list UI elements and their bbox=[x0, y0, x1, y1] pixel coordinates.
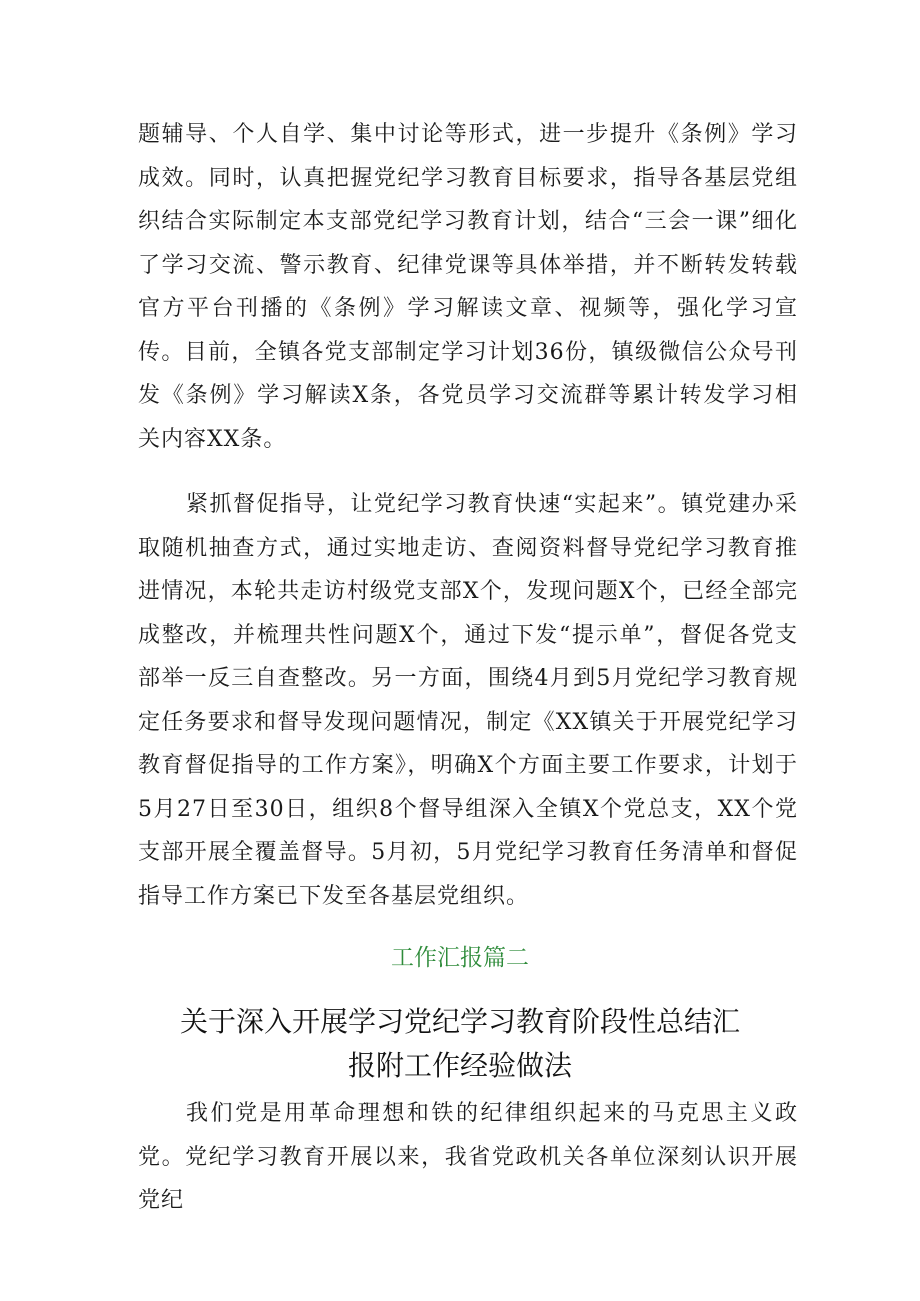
article-title-line-1: 关于深入开展学习党纪学习教育阶段性总结汇 bbox=[179, 1005, 740, 1038]
section-label: 工作汇报篇二 bbox=[391, 945, 529, 971]
article-title-line-2: 报附工作经验做法 bbox=[347, 1049, 572, 1082]
body-paragraph-intro: 我们党是用革命理想和铁的纪律组织起来的马克思主义政党。党纪学习教育开展以来，我省党政机关各单位深刻认识开展党纪 bbox=[138, 1101, 798, 1213]
body-paragraph-continued: 题辅导、个人自学、集中讨论等形式，进一步提升《条例》学习成效。同时，认真把握党纪学习教育目标要求，指导各基层党组织结合实际制定本支部党纪学习教育计划，结合“三会一课”细化了学习交流、警示教育、纪律党课等具体举措，并不断转发转载官方平台刊播的《条例》学习解读文章、视频等，强化学习宣传。目前，全镇各党支部制定学习计划36份，镇级微信公众号刊发《条例》学习解读X条，各党员学习交流群等累计转发学习相关内容XX条。 bbox=[138, 122, 798, 452]
body-paragraph-supervision: 紧抓督促指导，让党纪学习教育快速“实起来”。镇党建办采取随机抽查方式，通过实地走访、查阅资料督导党纪学习教育推进情况，本轮共走访村级党支部X个，发现问题X个，已经全部完成整改，并梳理共性问题X个，通过下发“提示单”，督促各党支部举一反三自查整改。另一方面，围绕4月到5月党纪学习教育规定任务要求和督导发现问题情况，制定《XX镇关于开展党纪学习教育督促指导的工作方案》，明确X个方面主要工作要求，计划于5月27日至30日，组织8个督导组深入全镇X个党总支，XX个党支部开展全覆盖督导。5月初，5月党纪学习教育任务清单和督促指导工作方案已下发至各基层党组织。 bbox=[138, 492, 798, 909]
article-title bbox=[160, 1000, 760, 1088]
